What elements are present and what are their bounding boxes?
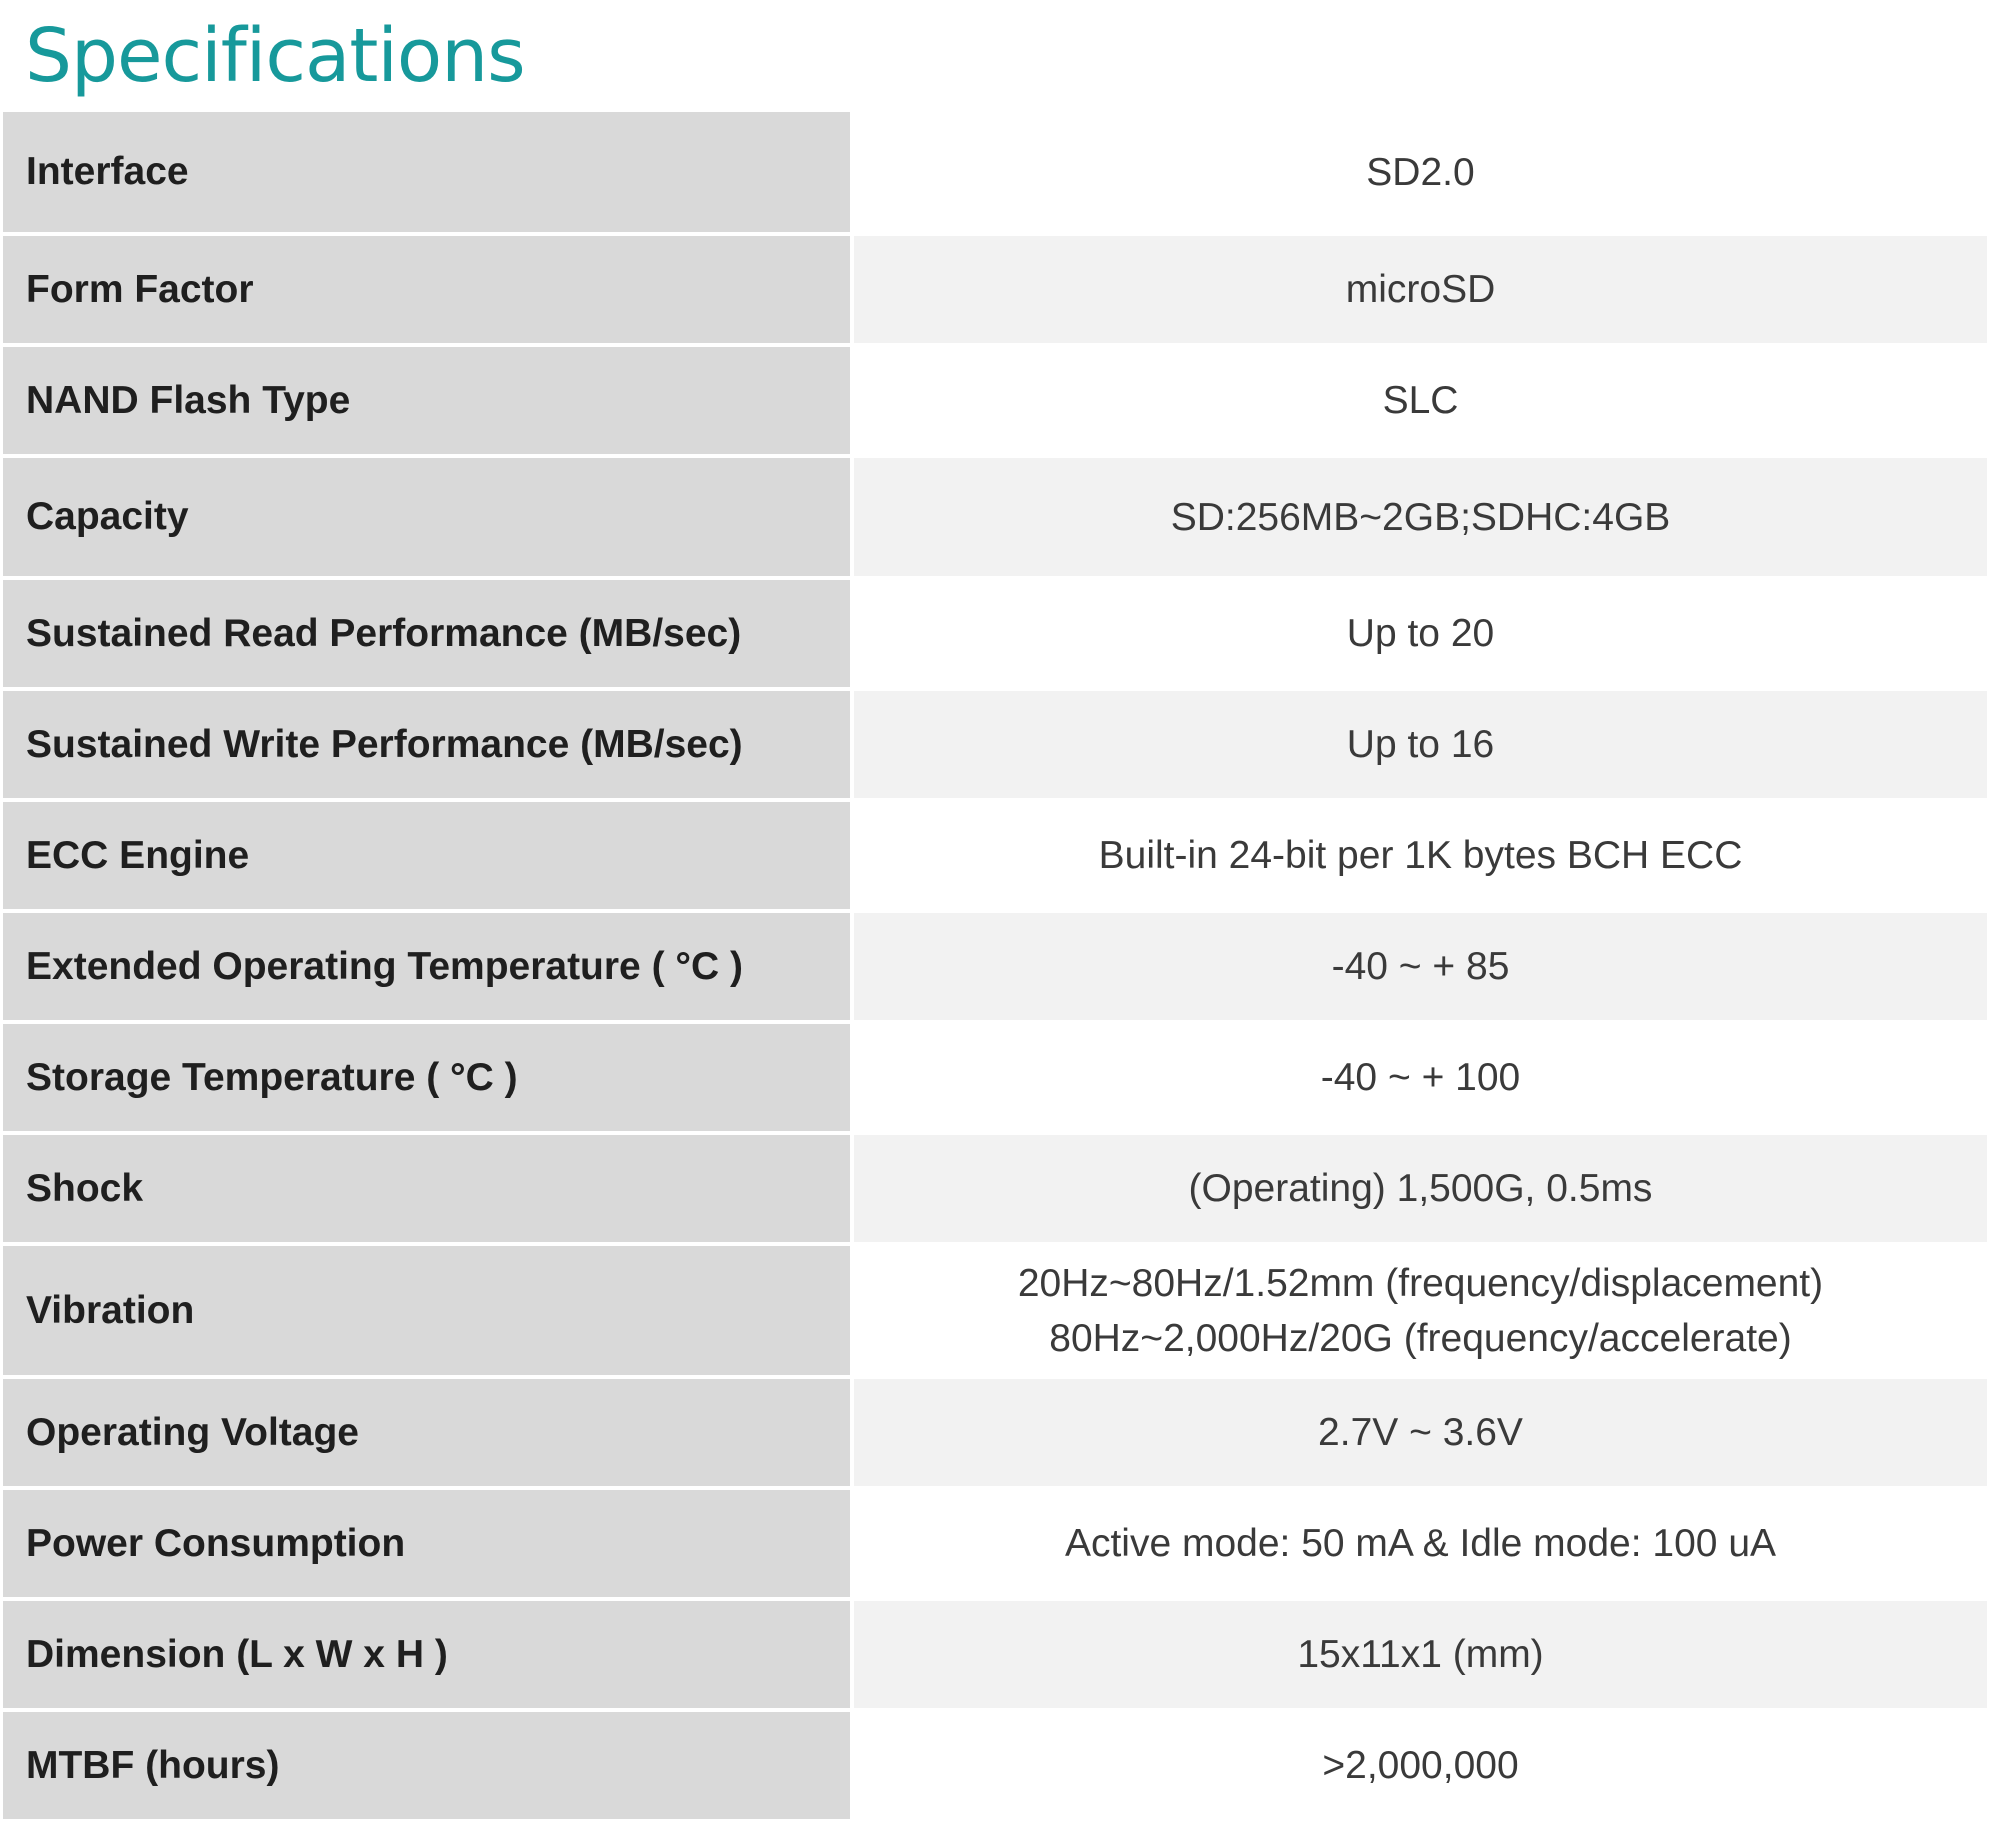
spec-value: microSD [854,236,1987,347]
spec-value: Active mode: 50 mA & Idle mode: 100 uA [854,1490,1987,1601]
spec-label: Interface [3,112,854,236]
spec-label: Sustained Write Performance (MB/sec) [3,691,854,802]
spec-value: (Operating) 1,500G, 0.5ms [854,1135,1987,1246]
spec-row-power-consumption [3,1490,1987,1601]
spec-value: Built-in 24-bit per 1K bytes BCH ECC [854,802,1987,913]
spec-value: SLC [854,347,1987,458]
specifications-table [3,112,1987,1823]
spec-value: -40 ~ + 100 [854,1024,1987,1135]
spec-label: MTBF (hours) [3,1712,854,1823]
spec-row-ecc-engine [3,802,1987,913]
spec-value: Up to 16 [854,691,1987,802]
spec-row-mtbf [3,1712,1987,1823]
spec-label: Dimension (L x W x H ) [3,1601,854,1712]
spec-row-extended-operating-temperature [3,913,1987,1024]
spec-row-shock [3,1135,1987,1246]
page-title: Specifications [25,13,525,99]
spec-value: Up to 20 [854,580,1987,691]
spec-value: 15x11x1 (mm) [854,1601,1987,1712]
spec-row-sustained-write [3,691,1987,802]
spec-value: SD:256MB~2GB;SDHC:4GB [854,458,1987,580]
spec-row-dimension [3,1601,1987,1712]
spec-label: ECC Engine [3,802,854,913]
spec-label: Power Consumption [3,1490,854,1601]
spec-row-interface [3,112,1987,236]
spec-value: -40 ~ + 85 [854,913,1987,1024]
spec-label: Shock [3,1135,854,1246]
spec-value: >2,000,000 [854,1712,1987,1823]
spec-label: NAND Flash Type [3,347,854,458]
spec-row-form-factor [3,236,1987,347]
spec-label: Sustained Read Performance (MB/sec) [3,580,854,691]
spec-label: Operating Voltage [3,1379,854,1490]
spec-row-capacity [3,458,1987,580]
spec-label: Storage Temperature ( °C ) [3,1024,854,1135]
spec-value-line: 80Hz~2,000Hz/20G (frequency/accelerate) [1049,1316,1792,1360]
spec-row-vibration [3,1246,1987,1379]
spec-label: Extended Operating Temperature ( °C ) [3,913,854,1024]
spec-label: Capacity [3,458,854,580]
spec-value: 2.7V ~ 3.6V [854,1379,1987,1490]
spec-value: SD2.0 [854,112,1987,236]
spec-label: Form Factor [3,236,854,347]
spec-row-storage-temperature [3,1024,1987,1135]
spec-value [854,1246,1987,1379]
spec-row-sustained-read [3,580,1987,691]
spec-row-nand-flash-type [3,347,1987,458]
spec-row-operating-voltage [3,1379,1987,1490]
spec-label: Vibration [3,1246,854,1379]
spec-value-line: 20Hz~80Hz/1.52mm (frequency/displacement) [1017,1261,1824,1305]
